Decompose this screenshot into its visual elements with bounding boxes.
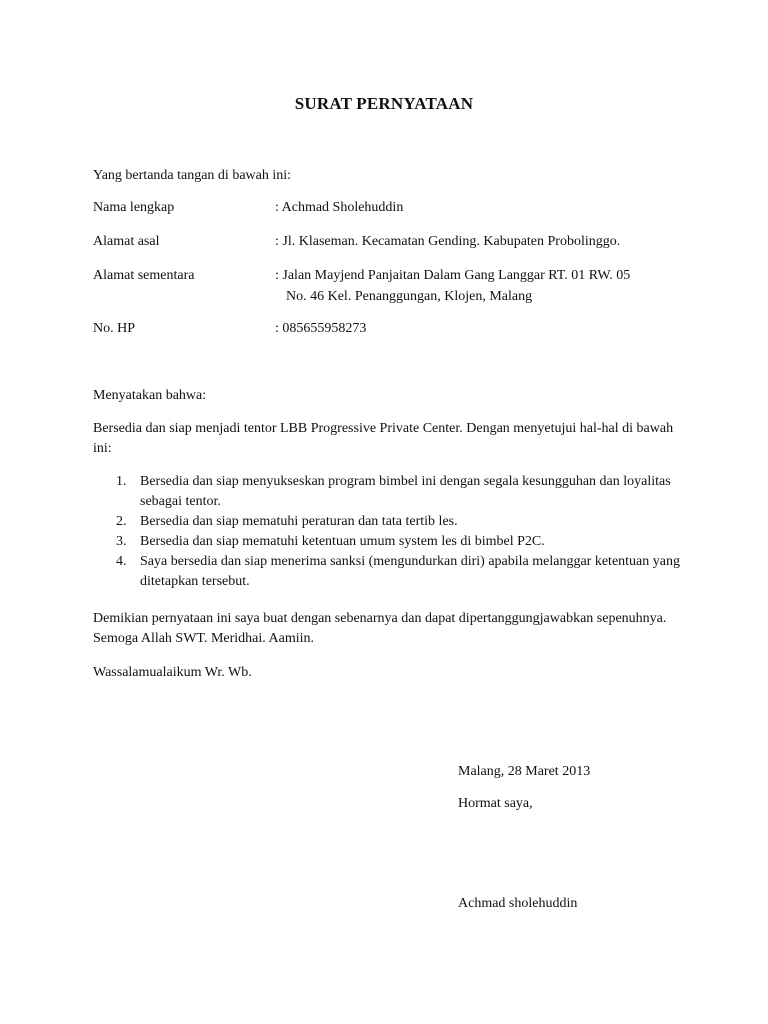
field-label-alamat-asal: Alamat asal	[93, 234, 160, 249]
intro-text: Yang bertanda tangan di bawah ini:	[93, 168, 292, 183]
field-value-no-hp: : 085655958273	[275, 321, 367, 336]
field-label-nama: Nama lengkap	[93, 200, 175, 215]
commitment-list	[93, 472, 693, 592]
list-number: 1.	[116, 474, 127, 489]
list-text: Saya bersedia dan siap menerima sanksi (mengundurkan diri) apabila melanggar ketentuan yang ditetapkan tersebut.	[140, 554, 680, 589]
paragraph-demikian: Demikian pernyataan ini saya buat dengan sebenarnya dan dapat dipertanggungjawabkan sepenuhnya. Semoga Allah SWT. Meridhai. Aamiin.	[93, 611, 667, 646]
field-value-alamat-sementara-line1: : Jalan Mayjend Panjaitan Dalam Gang Langgar RT. 01 RW. 05	[275, 268, 631, 283]
field-label-no-hp: No. HP	[93, 321, 136, 336]
list-item	[93, 532, 693, 552]
list-number: 4.	[116, 554, 127, 569]
signature-name: Achmad sholehuddin	[458, 896, 578, 911]
closing-salam: Wassalamualaikum Wr. Wb.	[93, 665, 252, 680]
paragraph-bersedia: Bersedia dan siap menjadi tentor LBB Progressive Private Center. Dengan menyetujui hal-hal di bawah ini:	[93, 421, 674, 456]
list-text: Bersedia dan siap mematuhi peraturan dan tata tertib les.	[140, 514, 458, 529]
field-value-alamat-asal: : Jl. Klaseman. Kecamatan Gending. Kabupaten Probolinggo.	[275, 234, 621, 249]
menyatakan-heading: Menyatakan bahwa:	[93, 388, 207, 403]
field-value-alamat-sementara-line2: No. 46 Kel. Penanggungan, Klojen, Malang	[286, 289, 533, 304]
list-item	[93, 512, 693, 532]
field-value-nama: : Achmad Sholehuddin	[275, 200, 404, 215]
list-item	[93, 552, 693, 592]
list-item	[93, 472, 693, 512]
field-label-alamat-sementara: Alamat sementara	[93, 268, 195, 283]
list-text: Bersedia dan siap menyukseskan program bimbel ini dengan segala kesungguhan dan loyalitas sebagai tentor.	[140, 474, 671, 509]
list-number: 2.	[116, 514, 127, 529]
signature-place-date: Malang, 28 Maret 2013	[458, 764, 591, 779]
list-text: Bersedia dan siap mematuhi ketentuan umum system les di bimbel P2C.	[140, 534, 545, 549]
document-title: SURAT PERNYATAAN	[294, 94, 474, 113]
signature-greeting: Hormat saya,	[458, 796, 533, 811]
list-number: 3.	[116, 534, 127, 549]
